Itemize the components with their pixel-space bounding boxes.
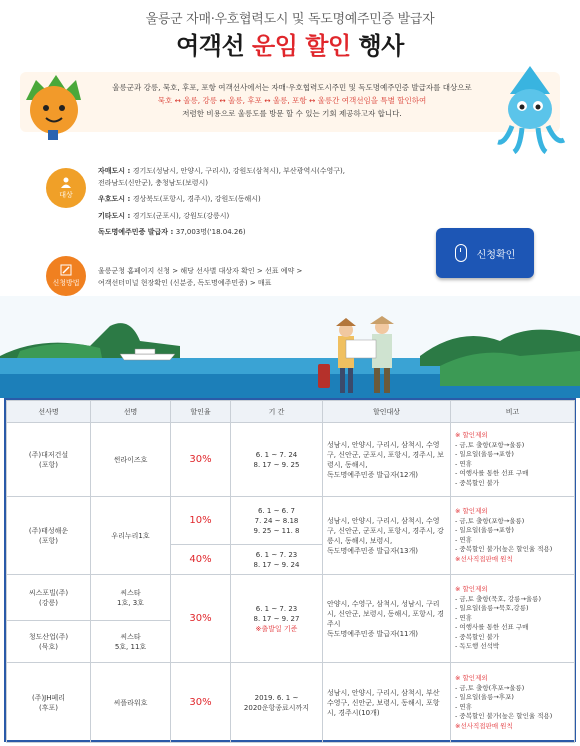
sister-cities-value-2: 전라남도(신안군), 충청남도(보령시) [98,178,209,187]
apply-check-button[interactable] [436,228,534,278]
target-cell: 안양시, 수영구, 삼척시, 성남시, 구리시, 신안군, 보령시, 동해시, 포항시, 경주시 독도명예주민증 발급자(11개) [323,575,451,663]
ship-cell: 썬라이즈호 [91,423,171,497]
other-cities-row [98,211,418,223]
notes-cell: ※ 할인제외 - 금,토 출항(묵호, 강릉→울릉) - 일요일(울릉→묵호,강릉) - 연휴 - 여행사를 통한 선표 구매 - 중복할인 불가 - 독도행 선석박 [451,575,575,663]
rate-cell: 30% [171,575,231,663]
title-part-a: 여객선 [176,32,253,60]
sister-cities-value: 경기도(성남시, 안양시, 구리시), 강원도(삼척시), 부산광역시(수영구), [132,167,345,175]
company-cell: 청도산업(주) (묵호) [7,621,91,663]
notes-cell: ※ 할인제외 - 금,토 출항(포항→울릉) - 일요일(울릉→포항) - 연휴 - 중복할인 불가(높은 할인율 적용) ※선사직접판매 원칙 [451,497,575,575]
intro-line-3: 저렴한 비용으로 울릉도를 방문 할 수 있는 기회 제공하고자 합니다. [182,109,402,118]
period-cell: 6. 1 ~ 7. 24 8. 17 ~ 9. 25 [231,423,323,497]
col-header-rate: 할인율 [171,401,231,423]
pencil-icon [60,264,72,276]
table-row [7,423,575,497]
rate-cell: 10% [171,497,231,545]
target-badge-label: 대상 [59,191,73,199]
company-cell: (주)대저건설 (포항) [7,423,91,497]
rate-cell: 40% [171,545,231,575]
title-highlight: 운임 할인 [252,32,351,60]
apply-check-label: 신청확인 [476,249,516,261]
rate-cell: 30% [171,663,231,743]
person-icon [60,176,72,188]
table-header-row [7,401,575,423]
method-line-2: 여객선터미널 현장확인 (신분증, 독도명예주민증) > 매표 [98,279,272,287]
info-section [0,140,580,300]
friendship-cities-label: 우호도시 : [98,195,133,203]
squid-mascot-left-icon [16,70,96,140]
company-cell: (주)태성해운 (포항) [7,497,91,575]
mouse-icon [455,244,467,262]
company-cell: (주)JH페리 (후포) [7,663,91,743]
discount-table [4,398,576,742]
dokdo-residents-value: 37,003명('18.04.26) [175,228,246,236]
header-subtitle: 울릉군 자매·우호협력도시 및 독도명예주민증 발급자 [145,12,435,27]
dokdo-residents-label: 독도명예주민증 발급자 : [98,228,176,236]
other-cities-value: 경기도(군포시), 강원도(강릉시) [132,211,230,220]
intro-line-2: 묵호 ↔ 울릉, 강릉 ↔ 울릉, 후포 ↔ 울릉, 포항 ↔ 울릉간 여객선임을 특별 할인하여 [157,96,427,105]
col-header-notes: 비고 [451,401,575,423]
period-cell: 6. 1 ~ 7. 23 8. 17 ~ 9. 27 ※출발일 기준 [231,575,323,663]
notes-cell: ※ 할인제외 - 금,토 출항(후포→울릉) - 일요일(울릉→후포) - 연휴 - 중복할인 불가(높은 할인율 적용) ※선사직접판매 원칙 [451,663,575,743]
ship-cell: 우리누리1호 [91,497,171,575]
ship-cell: 씨플라워호 [91,663,171,743]
method-badge [46,256,86,296]
friendship-cities-value: 경상북도(포항시, 경주시), 강원도(동해시) [132,195,261,203]
ship-cell: 씨스타 1호, 3호 [91,575,171,621]
table-row [7,663,575,743]
title-part-c: 행사 [350,32,404,60]
page-title [0,26,580,61]
method-badge-label: 신청방법 [52,279,80,287]
target-cell: 성남시, 안양시, 구리시, 삼척시, 수영구, 신안군, 군포시, 포항시, 경주시, 보령시, 동해시, 독도명예주민증 발급자(12개) [323,423,451,497]
header [0,0,580,70]
target-cell: 성남시, 안양시, 구리시, 삼척시, 수영구, 신안군, 군포시, 포항시, 경주시, 강릉시, 동해시, 보령시, 독도명예주민증 발급자(13개) [323,497,451,575]
company-cell: 씨스포빌(주) (강릉) [7,575,91,621]
method-line-1: 울릉군청 홈페이지 신청 > 해당 선사별 대상자 확인 > 선표 예약 > [98,267,303,275]
intro-line-1: 울릉군과 강릉, 묵호, 후포, 포항 여객선사에서는 자매·우호협력도시주민 및 독도명예주민증 발급자를 대상으로 [112,83,472,92]
friendship-cities-row [98,194,418,206]
period-cell: 2019. 6. 1 ~ 2020운항종료시까지 [231,663,323,743]
col-header-period: 기 간 [231,401,323,423]
rate-cell: 30% [171,423,231,497]
notes-cell: ※ 할인제외 - 금,토 출항(포항→울릉) - 일요일(울릉→포항) - 연휴 - 여행사를 통한 선표 구매 - 중복할인 불가 [451,423,575,497]
col-header-company: 선사명 [7,401,91,423]
period-cell: 6. 1 ~ 6. 7 7. 24 ~ 8.18 9. 25 ~ 11. 8 [231,497,323,545]
sister-cities-label: 자매도시 : [98,167,133,175]
other-cities-label: 기타도시 : [98,211,133,220]
method-steps [98,265,398,289]
seaside-illustration [0,296,580,398]
target-list [98,166,418,244]
col-header-ship: 선명 [91,401,171,423]
ship-cell: 씨스타 5호, 11호 [91,621,171,663]
col-header-target: 할인대상 [323,401,451,423]
target-badge [46,168,86,208]
intro-box [20,72,560,132]
target-cell: 성남시, 안양시, 구리시, 삼척시, 부산 수영구, 신안군, 보령시, 동해시, 포항시, 경주시(10개) [323,663,451,743]
period-cell: 6. 1 ~ 7. 23 8. 17 ~ 9. 24 [231,545,323,575]
sister-cities-row [98,166,418,189]
table-row [7,575,575,621]
dokdo-residents-row [98,227,418,239]
table-row [7,497,575,545]
